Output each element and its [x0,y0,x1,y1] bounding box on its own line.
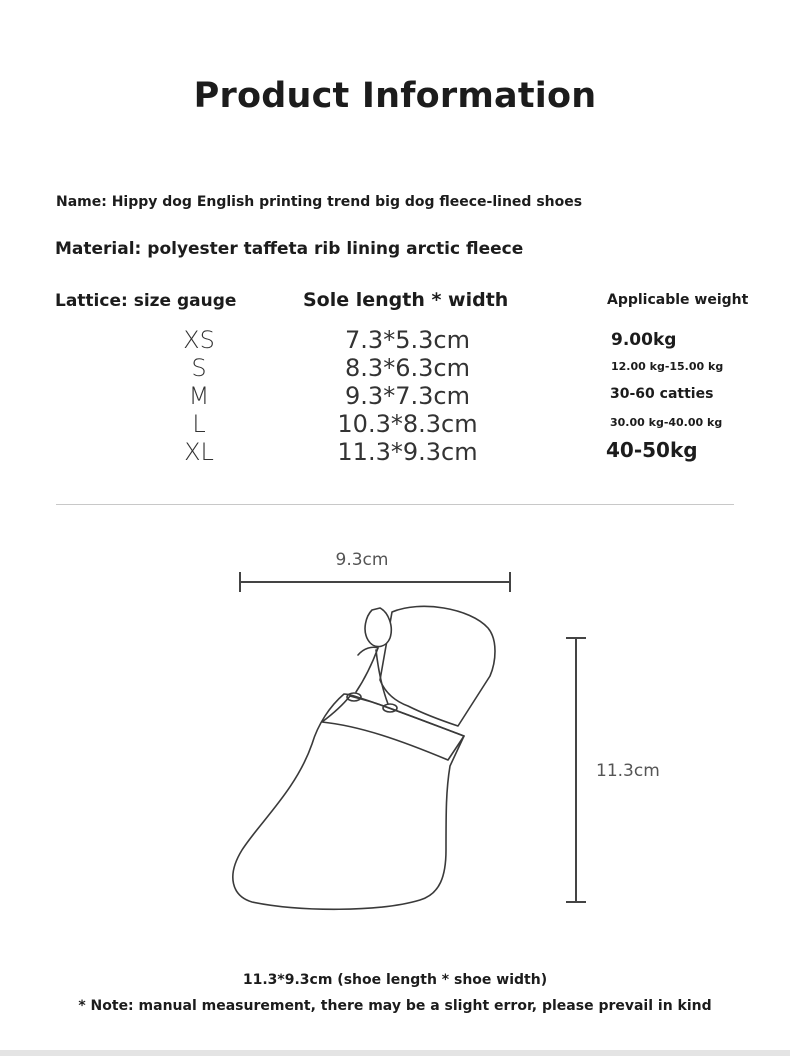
size-cell: XL [184,438,214,466]
size-cell: XS [183,326,215,354]
shoe-icon [233,606,495,909]
sole-column-header: Sole length * width [303,289,509,311]
sole-cell: 11.3*9.3cm [337,438,478,466]
size-column-header: Lattice: size gauge [55,291,237,311]
product-name: Name: Hippy dog English printing trend big dog fleece-lined shoes [56,194,583,210]
weight-cell: 30-60 catties [610,386,714,402]
diagram-caption: 11.3*9.3cm (shoe length * shoe width) [242,972,548,988]
size-cell: M [188,382,210,410]
shoe-diagram [0,540,790,940]
weight-cell: 30.00 kg-40.00 kg [610,416,723,429]
product-material: Material: polyester taffeta rib lining arctic fleece [55,239,524,259]
sole-cell: 10.3*8.3cm [337,410,478,438]
width-label: 9.3cm [335,550,389,570]
width-dimension-line [240,572,510,592]
weight-cell: 40-50kg [606,438,698,462]
weight-cell: 12.00 kg-15.00 kg [611,360,724,373]
size-cell: L [192,410,206,438]
size-cell: S [191,354,207,382]
weight-column-header: Applicable weight [607,292,749,308]
weight-cell: 9.00kg [611,330,677,350]
size-column [150,326,248,466]
length-label: 11.3cm [596,761,660,781]
sole-cell: 9.3*7.3cm [345,382,470,410]
length-dimension-line [566,638,586,902]
page-title: Product Information [193,76,597,116]
measurement-note: * Note: manual measurement, there may be a slight error, please prevail in kind [78,998,712,1014]
sole-column [310,326,505,466]
sole-cell: 7.3*5.3cm [345,326,470,354]
section-divider [56,504,734,505]
sole-cell: 8.3*6.3cm [345,354,470,382]
bottom-edge [0,1050,790,1056]
